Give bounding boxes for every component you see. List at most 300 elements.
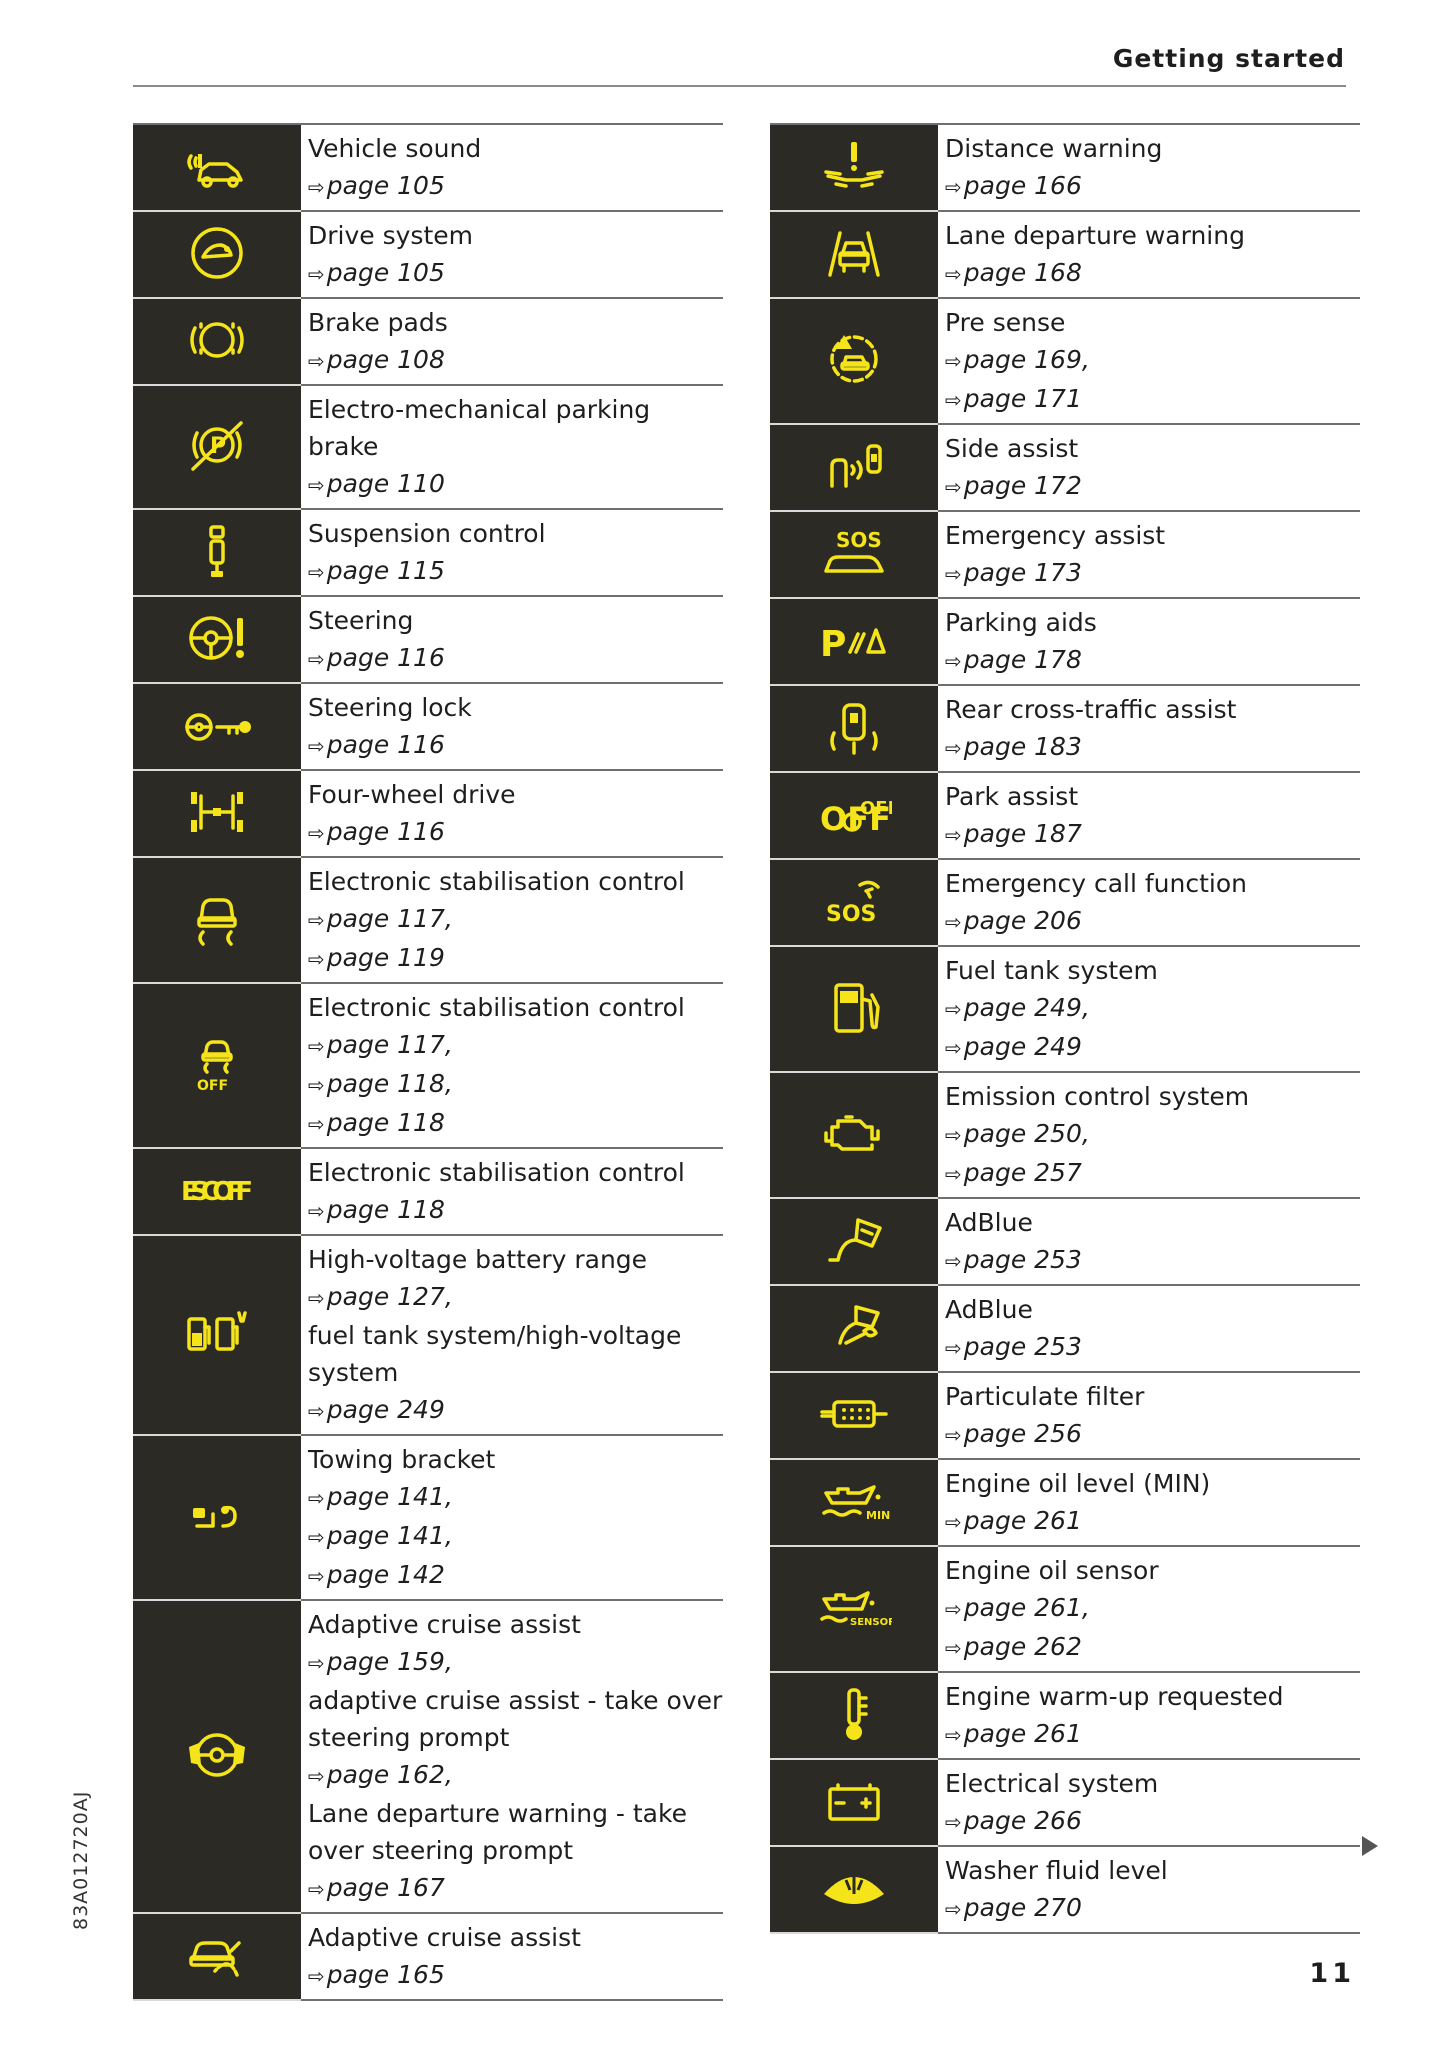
indicator-description <box>938 860 1360 945</box>
indicator-label: adaptive cruise assist - take over <box>308 1686 723 1715</box>
indicator-icon-cell <box>133 510 301 597</box>
indicator-row <box>133 1914 723 2001</box>
page-reference-link[interactable] <box>308 341 723 380</box>
indicator-description <box>301 1236 723 1434</box>
esc-off-text-icon <box>179 1160 255 1224</box>
indicator-row <box>770 1547 1360 1673</box>
cross-reference-arrow-icon: ⇨ <box>308 1651 325 1675</box>
page-reference-link[interactable] <box>945 554 1360 593</box>
four-wheel-drive-icon <box>179 782 255 846</box>
indicator-description <box>301 1436 723 1599</box>
indicator-icon-cell <box>770 1373 938 1460</box>
page-reference-link[interactable] <box>308 1104 723 1143</box>
indicator-label: Vehicle sound <box>308 134 482 163</box>
cross-reference-arrow-icon: ⇨ <box>308 349 325 373</box>
indicator-icon-cell <box>770 947 938 1073</box>
indicator-description <box>301 386 723 508</box>
indicator-icon-cell <box>770 425 938 512</box>
indicator-description <box>938 773 1360 858</box>
indicator-description <box>938 125 1360 210</box>
indicator-icon-cell <box>770 1847 938 1934</box>
parking-brake-icon <box>179 415 255 479</box>
cross-reference-arrow-icon: ⇨ <box>308 1877 325 1901</box>
distance-warning-icon <box>816 136 892 200</box>
page-reference-text: page 172 <box>963 471 1082 500</box>
page-reference-text: page 165 <box>326 1960 445 1989</box>
page-reference-text: page 266 <box>963 1806 1082 1835</box>
page-reference-link[interactable] <box>308 1869 723 1908</box>
page-reference-text: page 116 <box>326 643 445 672</box>
indicator-icon-cell <box>770 1286 938 1373</box>
indicator-icon-cell <box>133 1236 301 1436</box>
pre-sense-icon <box>816 329 892 393</box>
park-assist-icon <box>816 784 892 848</box>
indicator-label: AdBlue <box>945 1208 1033 1237</box>
cross-reference-arrow-icon: ⇨ <box>945 1249 962 1273</box>
steering-lock-icon <box>179 695 255 759</box>
cross-reference-arrow-icon: ⇨ <box>308 473 325 497</box>
indicator-description <box>938 425 1360 510</box>
document-code: 83A012720AJ <box>70 1790 92 1930</box>
cross-reference-arrow-icon: ⇨ <box>308 1964 325 1988</box>
page-reference-text: page 118 <box>326 1195 445 1224</box>
cross-reference-arrow-icon: ⇨ <box>945 1636 962 1660</box>
indicator-row <box>770 947 1360 1073</box>
indicator-icon-cell <box>133 299 301 386</box>
cross-reference-arrow-icon: ⇨ <box>945 349 962 373</box>
indicator-row <box>770 123 1360 212</box>
indicator-description <box>301 212 723 297</box>
svg-text:SOS: SOS <box>826 901 877 927</box>
indicator-label: Fuel tank system <box>945 956 1158 985</box>
page-reference-link[interactable] <box>945 641 1360 680</box>
lane-departure-icon <box>816 223 892 287</box>
indicator-label: Engine warm-up requested <box>945 1682 1284 1711</box>
page-number: 11 <box>1309 1958 1355 1989</box>
page-reference-link[interactable] <box>308 1517 723 1556</box>
indicator-label: Electronic stabilisation control <box>308 867 685 896</box>
page-reference-text: page 206 <box>963 906 1082 935</box>
electrical-system-icon <box>816 1771 892 1835</box>
indicator-row <box>133 123 723 212</box>
right-indicator-table <box>770 123 1360 1934</box>
drive-system-icon <box>179 223 255 287</box>
page-reference-link[interactable] <box>945 341 1360 380</box>
indicator-row <box>770 425 1360 512</box>
page-reference-text: page 168 <box>963 258 1082 287</box>
indicator-row <box>770 1073 1360 1199</box>
page-reference-link[interactable] <box>308 1956 723 1995</box>
indicator-row <box>133 771 723 858</box>
indicator-icon-cell <box>770 1760 938 1847</box>
page-reference-link[interactable] <box>945 1028 1360 1067</box>
cross-reference-arrow-icon: ⇨ <box>308 1525 325 1549</box>
page-reference-text: page 162, <box>326 1760 453 1789</box>
page-reference-link[interactable] <box>945 167 1360 206</box>
page-reference-link[interactable] <box>308 1191 723 1230</box>
rear-cross-traffic-icon <box>816 697 892 761</box>
page-reference-text: page 108 <box>326 345 445 374</box>
cross-reference-arrow-icon: ⇨ <box>945 388 962 412</box>
parking-aids-icon <box>816 610 892 674</box>
indicator-description <box>301 684 723 769</box>
indicator-icon-cell <box>770 212 938 299</box>
indicator-label: Electrical system <box>945 1769 1159 1798</box>
indicator-description <box>938 686 1360 771</box>
emergency-call-icon <box>816 871 892 935</box>
indicator-row <box>770 773 1360 860</box>
oil-level-icon <box>816 1471 892 1535</box>
cross-reference-arrow-icon: ⇨ <box>945 262 962 286</box>
page-reference-text: page 249 <box>326 1395 445 1424</box>
page-reference-text: page 249, <box>963 993 1090 1022</box>
page-reference-link[interactable] <box>308 167 723 206</box>
indicator-description <box>938 947 1360 1071</box>
page-reference-link[interactable] <box>945 1715 1360 1754</box>
page-reference-link[interactable] <box>308 465 723 504</box>
indicator-description <box>301 299 723 384</box>
esc-icon <box>179 888 255 952</box>
page-reference-link[interactable] <box>308 1478 723 1517</box>
page-reference-link[interactable] <box>945 1241 1360 1280</box>
cross-reference-arrow-icon: ⇨ <box>308 734 325 758</box>
header-divider <box>133 85 1346 87</box>
page-reference-link[interactable] <box>945 1889 1360 1928</box>
adblue-service-icon <box>816 1297 892 1361</box>
indicator-row <box>770 1199 1360 1286</box>
indicator-row <box>133 1149 723 1236</box>
left-indicator-table <box>133 123 723 2001</box>
indicator-row <box>770 1460 1360 1547</box>
indicator-description <box>301 984 723 1147</box>
indicator-label: Side assist <box>945 434 1079 463</box>
svg-text:SOS: SOS <box>836 527 882 552</box>
page-reference-link[interactable] <box>308 1643 723 1682</box>
washer-fluid-icon <box>816 1858 892 1922</box>
indicator-icon-cell <box>133 771 301 858</box>
page-reference-text: page 105 <box>326 258 445 287</box>
page-reference-text: page 261 <box>963 1719 1082 1748</box>
indicator-row <box>770 860 1360 947</box>
page-reference-link[interactable] <box>308 639 723 678</box>
page-header-title: Getting started <box>1112 44 1345 73</box>
indicator-row <box>770 599 1360 686</box>
indicator-label: Emergency call function <box>945 869 1247 898</box>
svg-text:MIN: MIN <box>866 1508 891 1522</box>
cross-reference-arrow-icon: ⇨ <box>308 1073 325 1097</box>
steering-warning-icon <box>179 608 255 672</box>
page-reference-link[interactable] <box>308 939 723 978</box>
indicator-row <box>770 512 1360 599</box>
cross-reference-arrow-icon: ⇨ <box>308 1286 325 1310</box>
page-reference-text: page 256 <box>963 1419 1082 1448</box>
cross-reference-arrow-icon: ⇨ <box>945 1123 962 1147</box>
page-reference-link[interactable] <box>945 902 1360 941</box>
indicator-description <box>301 597 723 682</box>
cross-reference-arrow-icon: ⇨ <box>308 1034 325 1058</box>
indicator-icon-cell <box>770 599 938 686</box>
indicator-description <box>938 1760 1360 1845</box>
cross-reference-arrow-icon: ⇨ <box>945 175 962 199</box>
page-reference-link[interactable] <box>945 467 1360 506</box>
page-reference-link[interactable] <box>308 254 723 293</box>
page-reference-text: page 262 <box>963 1632 1082 1661</box>
indicator-label: Particulate filter <box>945 1382 1145 1411</box>
cross-reference-arrow-icon: ⇨ <box>945 475 962 499</box>
indicator-row <box>133 858 723 984</box>
page-reference-text: page 187 <box>963 819 1082 848</box>
brake-pads-icon <box>179 310 255 374</box>
indicator-description <box>938 512 1360 597</box>
cross-reference-arrow-icon: ⇨ <box>945 1336 962 1360</box>
cross-reference-arrow-icon: ⇨ <box>945 1162 962 1186</box>
indicator-description <box>301 1149 723 1234</box>
indicator-icon-cell <box>770 1073 938 1199</box>
cross-reference-arrow-icon: ⇨ <box>945 1510 962 1534</box>
page-reference-text: page 142 <box>326 1560 445 1589</box>
page-reference-text: page 116 <box>326 817 445 846</box>
page-reference-text: page 116 <box>326 730 445 759</box>
cross-reference-arrow-icon: ⇨ <box>308 1112 325 1136</box>
indicator-icon-cell <box>133 984 301 1149</box>
indicator-row <box>133 984 723 1149</box>
esc-off-car-icon <box>179 1034 255 1098</box>
indicator-icon-cell <box>133 684 301 771</box>
page-reference-link[interactable] <box>945 380 1360 419</box>
page-reference-text: page 183 <box>963 732 1082 761</box>
side-assist-icon <box>816 436 892 500</box>
indicator-icon-cell <box>133 1914 301 2001</box>
page-reference-link[interactable] <box>308 1026 723 1065</box>
page-reference-text: page 166 <box>963 171 1082 200</box>
indicator-row <box>133 212 723 299</box>
page-reference-text: page 249 <box>963 1032 1082 1061</box>
indicator-icon-cell <box>770 860 938 947</box>
page-reference-text: page 167 <box>326 1873 445 1902</box>
cross-reference-arrow-icon: ⇨ <box>945 823 962 847</box>
indicator-icon-cell <box>770 1673 938 1760</box>
page-reference-link[interactable] <box>945 1589 1360 1628</box>
cross-reference-arrow-icon: ⇨ <box>308 262 325 286</box>
cross-reference-arrow-icon: ⇨ <box>308 1199 325 1223</box>
indicator-label: Adaptive cruise assist <box>308 1610 581 1639</box>
indicator-row <box>770 686 1360 773</box>
page-reference-text: page 253 <box>963 1245 1082 1274</box>
indicator-label: Suspension control <box>308 519 546 548</box>
indicator-description <box>938 212 1360 297</box>
page-reference-link[interactable] <box>308 552 723 591</box>
page-reference-text: page 127, <box>326 1282 453 1311</box>
indicator-label: High-voltage battery range <box>308 1245 648 1274</box>
indicator-label: Electro-mechanical parking brake <box>308 395 651 461</box>
cross-reference-arrow-icon: ⇨ <box>945 1423 962 1447</box>
indicator-icon-cell <box>770 1547 938 1673</box>
indicator-row <box>770 299 1360 425</box>
indicator-label: Towing bracket <box>308 1445 496 1474</box>
cross-reference-arrow-icon: ⇨ <box>945 910 962 934</box>
indicator-description <box>938 1286 1360 1371</box>
cross-reference-arrow-icon: ⇨ <box>308 1764 325 1788</box>
page-reference-link[interactable] <box>308 726 723 765</box>
cross-reference-arrow-icon: ⇨ <box>945 649 962 673</box>
page-reference-link[interactable] <box>308 900 723 939</box>
indicator-label: system <box>308 1358 399 1387</box>
indicator-row <box>770 1373 1360 1460</box>
indicator-label: Park assist <box>945 782 1079 811</box>
indicator-row <box>133 510 723 597</box>
page-reference-text: page 250, <box>963 1119 1090 1148</box>
svg-text:P: P <box>820 623 847 665</box>
svg-text:SENSOR: SENSOR <box>850 1617 892 1628</box>
particulate-filter-icon <box>816 1384 892 1448</box>
page-reference-text: page 118 <box>326 1108 445 1137</box>
indicator-row <box>770 1760 1360 1847</box>
page-reference-link[interactable] <box>945 1802 1360 1841</box>
page-reference-text: page 141, <box>326 1482 453 1511</box>
indicator-description <box>301 510 723 595</box>
indicator-label: Pre sense <box>945 308 1066 337</box>
indicator-icon-cell <box>770 1199 938 1286</box>
indicator-icon-cell <box>770 512 938 599</box>
emergency-assist-icon <box>816 523 892 587</box>
page-reference-link[interactable] <box>308 1065 723 1104</box>
indicator-description <box>301 1914 723 1999</box>
indicator-icon-cell <box>133 858 301 984</box>
indicator-label: Emission control system <box>945 1082 1250 1111</box>
indicator-description <box>938 1373 1360 1458</box>
page-reference-link[interactable] <box>945 728 1360 767</box>
continue-arrow-icon[interactable] <box>1362 1836 1378 1856</box>
page-reference-link[interactable] <box>945 1415 1360 1454</box>
engine-warmup-icon <box>816 1684 892 1748</box>
cross-reference-arrow-icon: ⇨ <box>945 1810 962 1834</box>
adblue-icon <box>816 1210 892 1274</box>
indicator-row <box>133 1601 723 1914</box>
cross-reference-arrow-icon: ⇨ <box>308 647 325 671</box>
indicator-row <box>770 1673 1360 1760</box>
cross-reference-arrow-icon: ⇨ <box>308 908 325 932</box>
indicator-label: Emergency assist <box>945 521 1166 550</box>
page-reference-text: page 171 <box>963 384 1082 413</box>
page-reference-link[interactable] <box>945 815 1360 854</box>
indicator-row <box>133 299 723 386</box>
indicator-description <box>301 858 723 982</box>
page-reference-text: page 261, <box>963 1593 1090 1622</box>
cross-reference-arrow-icon: ⇨ <box>308 1399 325 1423</box>
indicator-label: AdBlue <box>945 1295 1033 1324</box>
indicator-icon-cell <box>770 299 938 425</box>
page-reference-link[interactable] <box>945 1328 1360 1367</box>
page-reference-text: page 261 <box>963 1506 1082 1535</box>
indicator-row <box>770 1847 1360 1934</box>
indicator-description <box>938 1673 1360 1758</box>
indicator-row <box>133 386 723 510</box>
indicator-icon-cell <box>133 1149 301 1236</box>
indicator-label: Electronic stabilisation control <box>308 1158 685 1187</box>
indicator-icon-cell <box>770 1460 938 1547</box>
indicator-label: Parking aids <box>945 608 1097 637</box>
svg-text:OFF: OFF <box>197 1077 229 1094</box>
indicator-icon-cell <box>770 773 938 860</box>
towing-bracket-icon <box>179 1486 255 1550</box>
indicator-row <box>133 1236 723 1436</box>
indicator-label: Electronic stabilisation control <box>308 993 685 1022</box>
svg-text:P: P <box>210 434 227 459</box>
page-reference-link[interactable] <box>945 989 1360 1028</box>
indicator-label: Drive system <box>308 221 473 250</box>
page-reference-text: page 117, <box>326 1030 453 1059</box>
cross-reference-arrow-icon: ⇨ <box>945 1597 962 1621</box>
page-reference-link[interactable] <box>945 1502 1360 1541</box>
cross-reference-arrow-icon: ⇨ <box>945 1036 962 1060</box>
indicator-label: Brake pads <box>308 308 448 337</box>
page-reference-link[interactable] <box>308 1391 723 1430</box>
page-reference-text: page 117, <box>326 904 453 933</box>
cross-reference-arrow-icon: ⇨ <box>945 562 962 586</box>
cross-reference-arrow-icon: ⇨ <box>945 997 962 1021</box>
page-reference-text: page 119 <box>326 943 445 972</box>
indicator-label: Steering lock <box>308 693 472 722</box>
indicator-row <box>133 684 723 771</box>
indicator-icon-cell <box>770 686 938 773</box>
indicator-row <box>770 1286 1360 1373</box>
suspension-control-icon <box>179 521 255 585</box>
indicator-row <box>770 212 1360 299</box>
page-reference-text: page 253 <box>963 1332 1082 1361</box>
cross-reference-arrow-icon: ⇨ <box>308 821 325 845</box>
indicator-icon-cell <box>133 597 301 684</box>
indicator-icon-cell <box>133 1601 301 1914</box>
page-reference-text: page 110 <box>326 469 445 498</box>
cross-reference-arrow-icon: ⇨ <box>308 560 325 584</box>
indicator-description <box>938 1199 1360 1284</box>
adaptive-cruise-icon <box>179 1925 255 1989</box>
page-reference-link[interactable] <box>308 1278 723 1317</box>
indicator-label: Lane departure warning - take <box>308 1799 687 1828</box>
page-reference-text: page 178 <box>963 645 1082 674</box>
cross-reference-arrow-icon: ⇨ <box>308 1564 325 1588</box>
cross-reference-arrow-icon: ⇨ <box>308 947 325 971</box>
indicator-label: Lane departure warning <box>945 221 1245 250</box>
cross-reference-arrow-icon: ⇨ <box>308 175 325 199</box>
page-reference-text: page 118, <box>326 1069 453 1098</box>
page-reference-link[interactable] <box>945 1115 1360 1154</box>
indicator-description <box>301 771 723 856</box>
oil-sensor-icon <box>816 1577 892 1641</box>
page-reference-link[interactable] <box>945 1154 1360 1193</box>
page-reference-text: page 159, <box>326 1647 453 1676</box>
emission-control-icon <box>816 1103 892 1167</box>
page-reference-link[interactable] <box>308 1556 723 1595</box>
indicator-label: over steering prompt <box>308 1836 574 1865</box>
vehicle-sound-icon <box>179 136 255 200</box>
indicator-label: Adaptive cruise assist <box>308 1923 581 1952</box>
page-reference-link[interactable] <box>308 813 723 852</box>
indicator-icon-cell <box>133 212 301 299</box>
page-reference-text: page 169, <box>963 345 1090 374</box>
indicator-icon-cell <box>133 386 301 510</box>
page-reference-text: page 115 <box>326 556 445 585</box>
indicator-description <box>301 125 723 210</box>
svg-text:OFF: OF <box>860 797 888 819</box>
indicator-row <box>133 1436 723 1601</box>
page-reference-link[interactable] <box>945 1628 1360 1667</box>
indicator-label: Rear cross-traffic assist <box>945 695 1237 724</box>
page-reference-text: page 141, <box>326 1521 453 1550</box>
page-reference-link[interactable] <box>945 254 1360 293</box>
indicator-description <box>938 1073 1360 1197</box>
page-reference-link[interactable] <box>308 1756 723 1795</box>
